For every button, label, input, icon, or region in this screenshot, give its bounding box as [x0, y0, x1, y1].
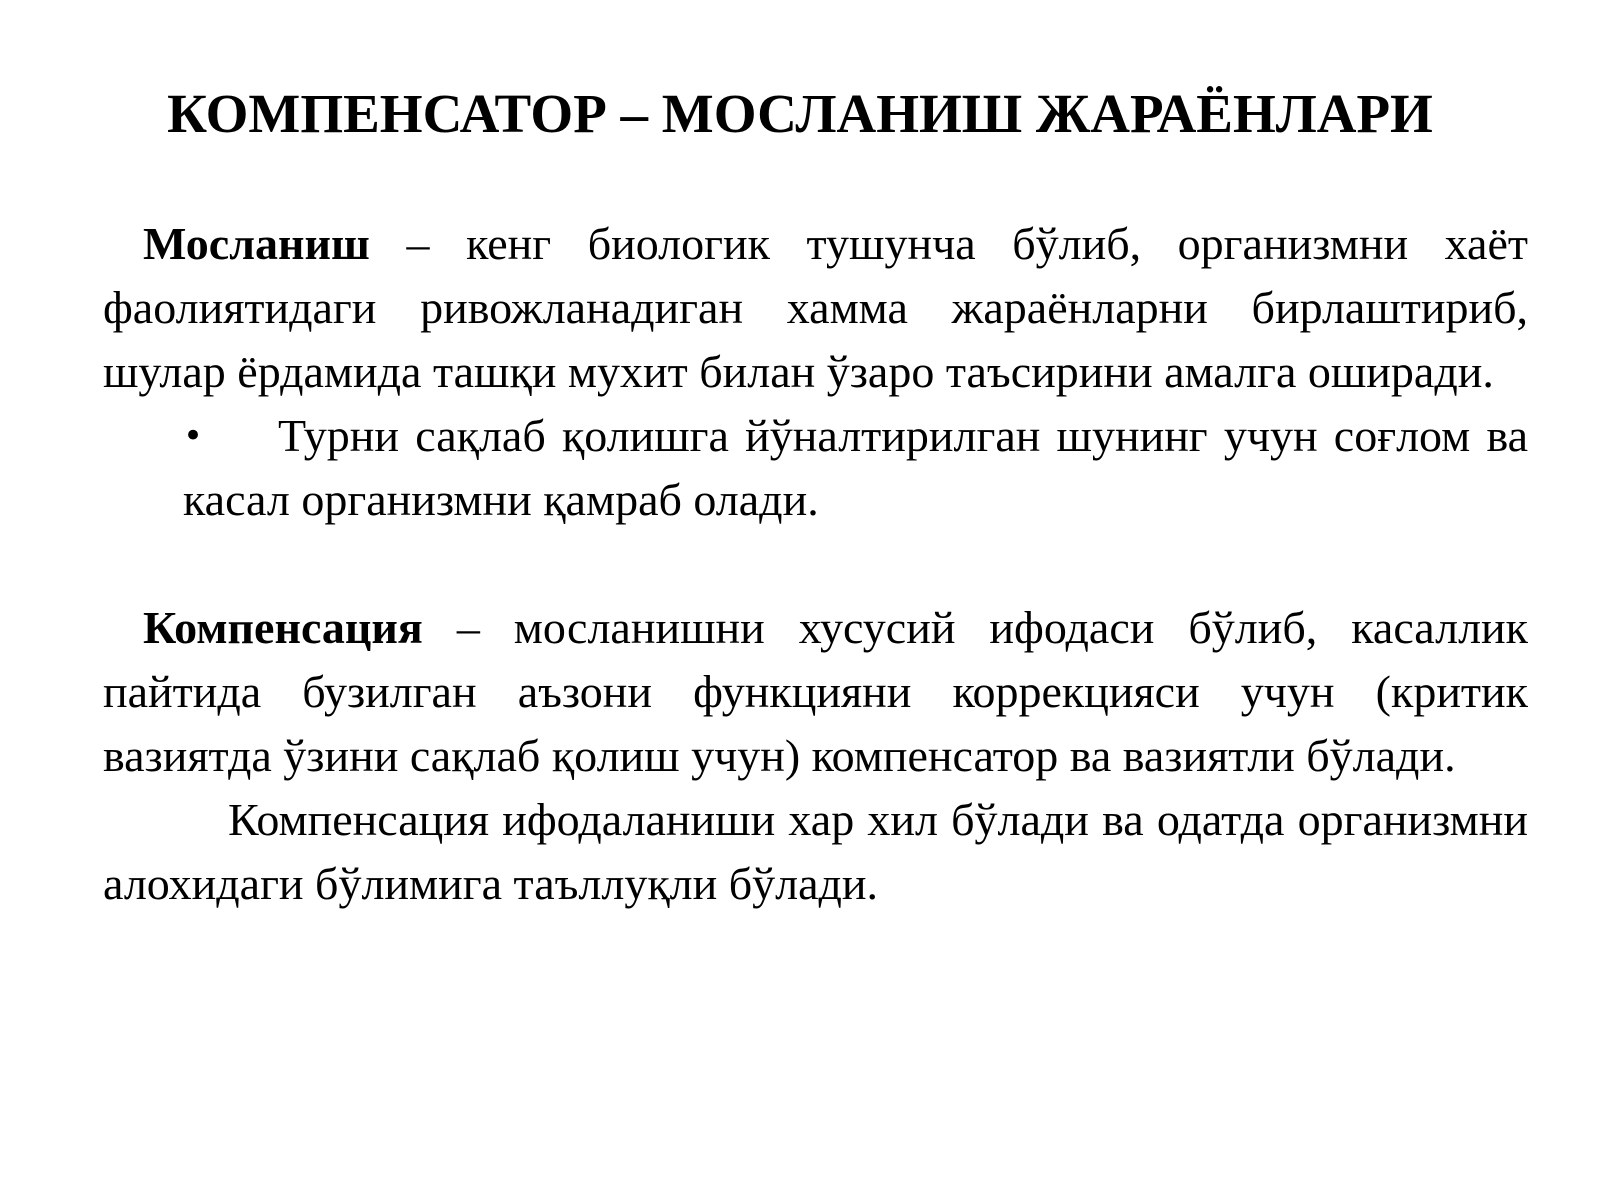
paragraph-compensation — [103, 596, 1528, 788]
paragraph-compensation-expression: Компенсация ифодаланиши хар хил бўлади ва одатда организмни алохидаги бўлимига таъллуқли бўлади. — [103, 794, 1528, 909]
paragraph-adaptation — [103, 212, 1528, 404]
bullet-item — [183, 404, 1528, 532]
slide-title: КОМПЕНСАТОР – МОСЛАНИШ ЖАРАЁНЛАРИ — [167, 83, 1433, 144]
bullet-list — [103, 404, 1528, 532]
term-adaptation: Мосланиш — [143, 218, 370, 269]
slide-content — [103, 212, 1528, 916]
spacer — [103, 532, 1528, 596]
bullet-icon: • — [183, 416, 204, 456]
definition-adaptation: – кенг биологик тушунча бўлиб, организмни хаёт фаолиятидаги ривожланадиган хамма жараёнларни бирлаштириб, шулар ёрдамида ташқи мухит билан ўзаро таъсирини амалга оширади. — [103, 218, 1528, 397]
term-compensation: Компенсация — [143, 602, 423, 653]
bullet-text: Турни сақлаб қолишга йўналтирилган шунинг учун соғлом ва касал организмни қамраб олади. — [183, 410, 1528, 525]
definition-compensation: – мосланишни хусусий ифодаси бўлиб, касаллик пайтида бузилган аъзони функцияни коррекцияси учун (критик вазиятда ўзини сақлаб қолиш учун) компенсатор ва вазиятли бўлади. — [103, 602, 1528, 781]
